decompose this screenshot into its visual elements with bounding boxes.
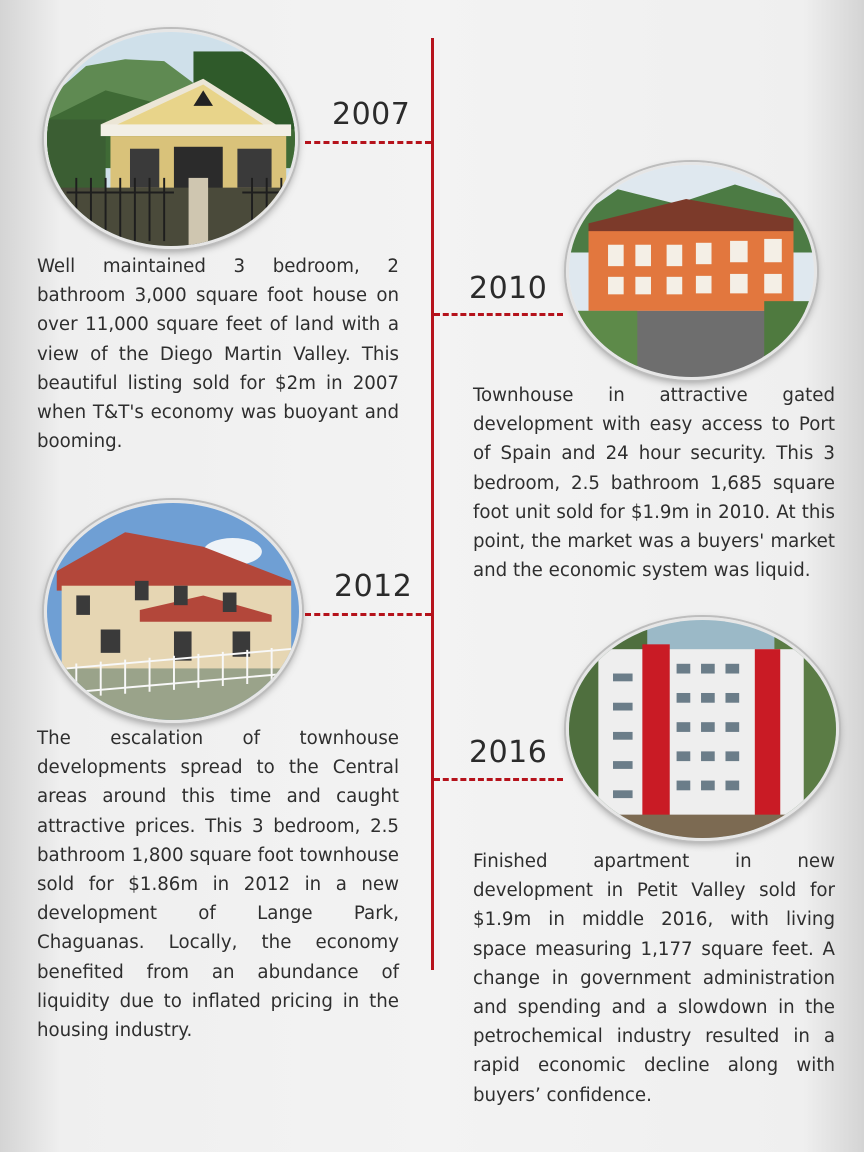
year-label-2012: 2012 [334, 569, 413, 604]
year-label-2016: 2016 [469, 735, 548, 770]
photo-2007-house [44, 29, 298, 249]
house-image [47, 32, 295, 246]
photo-2016-apartments [566, 617, 839, 841]
photo-2012-townhouse [44, 500, 302, 723]
townhouse-image [569, 165, 814, 377]
description-2007: Well maintained 3 bedroom, 2 bathroom 3,000 square foot house on over 11,000 square feet of land with a view of the Diego Martin Valley. This beautiful listing sold for $2m in 2007 when T&T's economy was buoyant and booming. [37, 256, 399, 453]
timeline-connector-2007 [305, 141, 431, 144]
apartment-image [569, 620, 836, 838]
description-2012: The escalation of townhouse developments spread to the Central areas around this time and caught attractive prices. This 3 bedroom, 2.5 bathroom 1,800 square foot townhouse sold for $1.86m in 2012 in a new development of Lange Park, Chaguanas. Locally, the economy benefited from an abundance of liquidity due to inflated pricing in the housing industry. [37, 728, 399, 1042]
timeline-connector-2012 [305, 613, 431, 616]
description-2010: Townhouse in attractive gated development with easy access to Port of Spain and 24 hour security. This 3 bedroom, 2.5 bathroom 1,685 square foot unit sold for $1.9m in 2010. At this point, the market was a buyers' market and the economic system was liquid. [473, 385, 835, 582]
timeline-connector-2016 [434, 778, 563, 781]
townhouse-image [47, 503, 299, 720]
timeline-spine [431, 38, 434, 970]
photo-2010-townhouses [566, 162, 817, 380]
year-label-2010: 2010 [469, 271, 548, 306]
timeline-connector-2010 [434, 313, 563, 316]
description-2016: Finished apartment in new development in Petit Valley sold for $1.9m in middle 2016, with living space measuring 1,177 square feet. A change in government administration and spending and a slowdown in the petrochemical industry resulted in a rapid economic decline along with buyers’ confidence. [473, 851, 835, 1106]
year-label-2007: 2007 [332, 97, 411, 132]
